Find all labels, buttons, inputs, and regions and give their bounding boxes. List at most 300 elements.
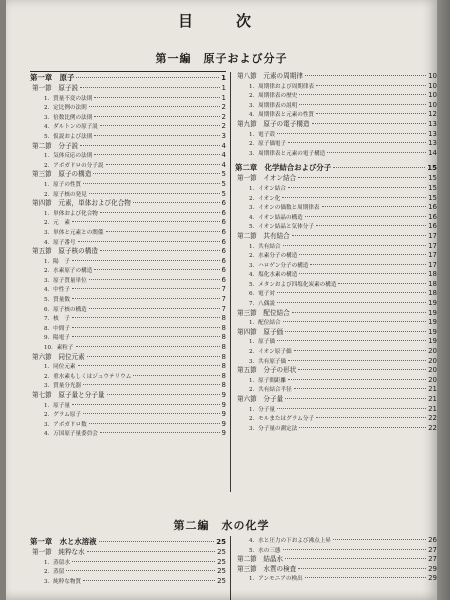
- dot-leader: [76, 346, 220, 347]
- toc-entry-title: 1．原子価: [249, 339, 275, 346]
- toc-page-number: 2: [221, 122, 226, 131]
- dot-leader: [107, 394, 220, 395]
- toc-page-number: 7: [221, 295, 226, 304]
- toc-item: [30, 410, 226, 420]
- dot-leader: [305, 75, 426, 76]
- dot-leader: [87, 551, 215, 552]
- toc-entry-title: 9．陽電子: [44, 335, 70, 342]
- toc-item: [30, 401, 226, 411]
- toc-section: [235, 366, 437, 376]
- toc-entry-title: 1．周期律および周期律表: [249, 83, 315, 90]
- toc-page-number: 10: [428, 100, 437, 109]
- toc-page-number: 4: [221, 151, 226, 160]
- toc-item: [30, 266, 226, 276]
- dot-leader: [292, 312, 426, 313]
- toc-page-number: 1: [221, 93, 226, 102]
- toc-entry-title: 3．ハロゲン分子の構造: [249, 262, 309, 269]
- toc-item: [235, 318, 437, 328]
- toc-page-number: 7: [221, 304, 226, 313]
- toc-page-number: 17: [428, 260, 437, 269]
- dot-leader: [333, 167, 425, 168]
- dot-leader: [87, 356, 220, 357]
- toc-entry-title: 4．イオン結晶の構造: [249, 214, 303, 221]
- toc-item: [235, 385, 437, 395]
- dot-leader: [310, 264, 426, 265]
- dot-leader: [72, 336, 220, 337]
- toc-item: [30, 190, 226, 200]
- dot-leader: [299, 254, 426, 255]
- toc-page-number: 26: [428, 536, 437, 544]
- toc-entry-title: 2．蒸留: [44, 569, 65, 576]
- toc-item: [235, 357, 437, 367]
- toc-item: [235, 376, 437, 386]
- toc-entry-title: 5．メタンおよび四塩化炭素の構造: [249, 281, 337, 288]
- toc-item: [30, 333, 226, 343]
- toc-item: [235, 149, 437, 159]
- toc-page-number: 19: [428, 299, 437, 308]
- dot-leader: [99, 541, 215, 542]
- toc-column-right: [235, 72, 437, 433]
- dot-leader: [80, 145, 219, 146]
- toc-entry-title: 3．イオンの価数と周期律表: [249, 205, 320, 212]
- toc-section: [30, 247, 226, 257]
- toc-page-number: 19: [428, 337, 437, 346]
- page-title: 目 次: [177, 12, 265, 30]
- toc-entry-title: 5．水の三態: [249, 547, 281, 554]
- toc-entry-title: 1．アンモニアの検出: [249, 576, 303, 583]
- toc-entry-title: 第二節 分子説: [32, 141, 79, 150]
- toc-entry-title: 2．水素原子の構造: [44, 268, 93, 275]
- toc-page-number: 16: [428, 222, 437, 231]
- toc-entry-title: 3．分子量の測定法: [249, 425, 298, 432]
- toc-entry-title: 3．原子質量単位: [44, 277, 87, 284]
- toc-entry-title: 3．単体と元素との関係: [44, 229, 104, 236]
- dot-leader: [89, 423, 220, 424]
- toc-item: [30, 372, 226, 382]
- dot-leader: [285, 398, 426, 399]
- toc-page-number: 21: [428, 404, 437, 413]
- toc-page-number: 20: [428, 375, 437, 384]
- toc-item: [30, 362, 226, 372]
- toc-page-number: 15: [427, 164, 437, 173]
- toc-entry-title: 2．イオン化: [249, 195, 281, 202]
- toc-page-number: 13: [428, 129, 437, 138]
- toc-item: [30, 132, 226, 142]
- toc-page-number: 16: [428, 212, 437, 221]
- toc-entry-title: 2．原子核の発見: [44, 191, 87, 198]
- toc-entry-title: 第二節 共有結合: [237, 231, 290, 240]
- toc-page-number: 1: [221, 84, 226, 92]
- toc-page-number: 8: [221, 343, 226, 352]
- dot-leader: [78, 241, 220, 242]
- toc-section: [30, 170, 226, 180]
- toc-entry-title: 第八節 元素の周期律: [237, 72, 303, 80]
- toc-item: [235, 82, 437, 92]
- dot-leader: [283, 549, 427, 550]
- dot-leader: [292, 235, 426, 236]
- toc-entry-title: 3．純粋な物質: [44, 578, 82, 585]
- dot-leader: [80, 87, 219, 88]
- toc-section: [30, 142, 226, 152]
- toc-page-number: 18: [428, 270, 437, 279]
- dot-leader: [299, 104, 426, 105]
- toc-entry-title: 2．周期律表の歴史: [249, 93, 298, 100]
- toc-entry-title: 第二節 結晶水: [237, 555, 284, 564]
- column-divider: [230, 72, 231, 492]
- dot-leader: [277, 340, 426, 341]
- toc-column-left: [30, 72, 226, 439]
- toc-item: [235, 101, 437, 111]
- toc-page-number: 29: [428, 574, 437, 583]
- toc-section: [30, 548, 226, 558]
- toc-page-number: 6: [221, 275, 226, 284]
- toc-section: [30, 353, 226, 363]
- toc-page-number: 4: [221, 160, 226, 169]
- toc-entry-title: 3．倍数比例の法則: [44, 114, 93, 121]
- toc-page-number: 8: [221, 314, 226, 323]
- toc-item: [30, 429, 226, 439]
- toc-page-number: 20: [428, 356, 437, 365]
- toc-entry-title: 6．電子対: [249, 291, 275, 298]
- toc-item: [235, 194, 437, 204]
- toc-page-number: 17: [428, 251, 437, 260]
- toc-page-number: 12: [428, 110, 437, 119]
- dot-leader: [72, 298, 220, 299]
- dot-leader: [106, 164, 220, 165]
- toc-section: [235, 120, 437, 130]
- toc-entry-title: 3．周期律表と元素の電子構造: [249, 150, 326, 157]
- dot-leader: [285, 558, 426, 559]
- toc-item: [235, 213, 437, 223]
- toc-entry-title: 4．水と圧力の下および沸点上昇: [249, 538, 331, 544]
- toc-item: [235, 280, 437, 290]
- toc-column-right-part2: [235, 536, 437, 584]
- toc-entry-title: 5．質量数: [44, 297, 70, 304]
- dot-leader: [133, 375, 219, 376]
- toc-item: [235, 222, 437, 232]
- toc-entry-title: 1．電子殻: [249, 131, 275, 138]
- toc-item: [30, 103, 226, 113]
- dot-leader: [333, 539, 426, 540]
- toc-entry-title: 第六節 同位元素: [32, 352, 85, 361]
- toc-item: [30, 567, 226, 577]
- dot-leader: [285, 331, 426, 332]
- toc-entry-title: 5．仮説および法則: [44, 133, 93, 140]
- toc-page-number: 5: [221, 179, 226, 188]
- dot-leader: [94, 116, 219, 117]
- toc-item: [235, 251, 437, 261]
- toc-entry-title: 1．原子量: [44, 402, 70, 409]
- toc-entry-title: 第一節 イオン結合: [237, 174, 297, 183]
- toc-section: [235, 555, 437, 565]
- toc-page-number: 6: [221, 256, 226, 265]
- toc-item: [30, 94, 226, 104]
- toc-page-number: 25: [217, 567, 226, 576]
- toc-section: [235, 565, 437, 575]
- toc-page-number: 10: [428, 72, 437, 80]
- toc-page-number: 1: [221, 74, 226, 82]
- toc-page-number: 16: [428, 203, 437, 212]
- toc-item: [235, 270, 437, 280]
- toc-item: [30, 276, 226, 286]
- toc-entry-title: 2．共有結合半径: [249, 387, 292, 394]
- dot-leader: [66, 570, 215, 571]
- toc-entry-title: 3．共有原子価: [249, 358, 287, 365]
- dot-leader: [327, 152, 426, 153]
- dot-leader: [94, 135, 219, 136]
- dot-leader: [288, 187, 426, 188]
- toc-page-number: 9: [221, 391, 226, 399]
- dot-leader: [277, 292, 426, 293]
- toc-page-number: 2: [221, 103, 226, 112]
- toc-page-number: 9: [221, 410, 226, 419]
- toc-page-number: 6: [221, 199, 226, 208]
- toc-page-number: 6: [221, 237, 226, 246]
- toc-page-number: 14: [428, 148, 437, 157]
- toc-section: [30, 199, 226, 209]
- toc-page-number: 8: [221, 333, 226, 342]
- dot-leader: [277, 133, 426, 134]
- toc-item: [30, 228, 226, 238]
- toc-page-number: 27: [428, 555, 437, 564]
- dot-leader: [305, 216, 426, 217]
- dot-leader: [89, 279, 220, 280]
- toc-entry-title: 4．周期律表と元素の性質: [249, 112, 315, 119]
- toc-item: [30, 314, 226, 324]
- toc-item: [235, 546, 437, 556]
- toc-page-number: 8: [221, 381, 226, 390]
- toc-item: [30, 558, 226, 568]
- dot-leader: [83, 413, 219, 414]
- toc-entry-title: 第一節 純粋な水: [32, 548, 85, 556]
- toc-entry-title: 4．塩化水素の構造: [249, 272, 298, 279]
- toc-item: [30, 151, 226, 161]
- toc-item: [235, 261, 437, 271]
- toc-entry-title: 第一節 原子説: [32, 84, 79, 92]
- toc-entry-title: 第四節 原子価: [237, 327, 284, 336]
- toc-item: [235, 299, 437, 309]
- toc-entry-title: 1．気体反応の法則: [44, 153, 93, 160]
- toc-chapter: [235, 162, 437, 174]
- dot-leader: [78, 365, 220, 366]
- dot-leader: [94, 154, 219, 155]
- toc-entry-title: 2．イオン原子価: [249, 349, 292, 356]
- part1-heading: 第一編 原子および分子: [155, 52, 288, 65]
- toc-entry-title: 10．素粒子: [44, 345, 74, 352]
- toc-item: [30, 381, 226, 391]
- dot-leader: [83, 183, 219, 184]
- toc-item: [235, 574, 437, 584]
- toc-section: [235, 328, 437, 338]
- toc-entry-title: 1．同位元素: [44, 364, 76, 371]
- book-spine: [437, 0, 450, 600]
- toc-item: [235, 337, 437, 347]
- dot-leader: [298, 177, 426, 178]
- toc-page-number: 17: [428, 231, 437, 240]
- dot-leader: [338, 283, 426, 284]
- toc-page-number: 9: [221, 429, 226, 438]
- dot-leader: [283, 245, 427, 246]
- toc-item: [30, 180, 226, 190]
- toc-page-number: 6: [221, 227, 226, 236]
- dot-leader: [299, 94, 426, 95]
- toc-page-number: 3: [221, 131, 226, 140]
- toc-section: [235, 232, 437, 242]
- toc-section: [235, 309, 437, 319]
- dot-leader: [288, 360, 426, 361]
- toc-item: [30, 113, 226, 123]
- dot-leader: [72, 404, 220, 405]
- toc-item: [235, 91, 437, 101]
- dot-leader: [76, 77, 219, 78]
- toc-entry-title: 4．万国原子量委員会: [44, 431, 98, 438]
- toc-page-number: 8: [221, 352, 226, 361]
- dot-leader: [288, 379, 426, 380]
- dot-leader: [316, 417, 426, 418]
- toc-entry-title: 7．八偶説: [249, 301, 275, 308]
- toc-entry-title: 1．配位結合: [249, 320, 281, 327]
- toc-page-number: 20: [428, 366, 437, 375]
- toc-page-number: 15: [428, 174, 437, 183]
- part2-heading: 第二編 水の化学: [173, 519, 270, 532]
- toc-page-number: 10: [428, 91, 437, 100]
- toc-entry-title: 第三節 配位結合: [237, 308, 290, 317]
- toc-entry-title: 第二章 化学結合および分子: [235, 163, 332, 173]
- dot-leader: [298, 568, 426, 569]
- dot-leader: [100, 250, 220, 251]
- dot-leader: [94, 269, 219, 270]
- toc-page-number: 9: [221, 419, 226, 428]
- toc-page-number: 9: [221, 400, 226, 409]
- toc-item: [30, 295, 226, 305]
- toc-entry-title: 1．共有結合: [249, 243, 281, 250]
- dot-leader: [316, 85, 426, 86]
- dot-leader: [106, 231, 220, 232]
- toc-page-number: 22: [428, 414, 437, 423]
- toc-page-number: 8: [221, 371, 226, 380]
- toc-entry-title: 第七節 原子量と分子量: [32, 391, 105, 399]
- dot-leader: [72, 561, 215, 562]
- toc-entry-title: 1．単体および化合物: [44, 210, 98, 217]
- toc-entry-title: 3．周期律表の説明: [249, 102, 298, 109]
- dot-leader: [133, 202, 220, 203]
- toc-entry-title: 7．核 子: [44, 316, 70, 323]
- toc-page-number: 21: [428, 395, 437, 403]
- toc-section: [235, 72, 437, 82]
- toc-entry-title: 1．蒸留水: [44, 559, 70, 566]
- toc-entry-title: 2．定比例の法則: [44, 105, 87, 112]
- toc-entry-title: 4．ダルトンの原子説: [44, 124, 98, 131]
- book-page: [6, 0, 437, 600]
- toc-entry-title: 4．中性子: [44, 287, 70, 294]
- toc-item: [30, 238, 226, 248]
- toc-page-number: 8: [221, 323, 226, 332]
- toc-entry-title: 1．原子の性質: [44, 181, 82, 188]
- toc-page-number: 5: [221, 189, 226, 198]
- toc-page-number: 6: [221, 208, 226, 217]
- toc-section: [30, 84, 226, 94]
- toc-page-number: 15: [428, 193, 437, 202]
- toc-item: [30, 324, 226, 334]
- toc-item: [30, 257, 226, 267]
- dot-leader: [83, 580, 215, 581]
- dot-leader: [316, 225, 426, 226]
- toc-section: [30, 391, 226, 401]
- toc-item: [30, 343, 226, 353]
- toc-page-number: 6: [221, 247, 226, 256]
- toc-entry-title: 2．水素分子の構造: [249, 253, 298, 260]
- toc-entry-title: 6．原子核の構造: [44, 306, 87, 313]
- dot-leader: [298, 369, 426, 370]
- toc-page-number: 6: [221, 218, 226, 227]
- toc-entry-title: 第六節 分子量: [237, 395, 284, 403]
- dot-leader: [100, 125, 220, 126]
- toc-page-number: 25: [217, 576, 226, 585]
- toc-page-number: 19: [428, 318, 437, 327]
- toc-item: [235, 130, 437, 140]
- toc-page-number: 25: [216, 538, 226, 546]
- toc-item: [30, 285, 226, 295]
- dot-leader: [72, 317, 220, 318]
- toc-entry-title: 3．アボガドロ数: [44, 421, 87, 428]
- dot-leader: [299, 427, 426, 428]
- toc-entry-title: 2．グラム原子: [44, 412, 82, 419]
- toc-page-number: 25: [217, 557, 226, 566]
- dot-leader: [83, 384, 219, 385]
- toc-item: [30, 122, 226, 132]
- dot-leader: [294, 350, 427, 351]
- toc-entry-title: 第三節 水質の検査: [237, 564, 297, 573]
- dot-leader: [305, 577, 426, 578]
- dot-leader: [89, 308, 220, 309]
- dot-leader: [299, 273, 426, 274]
- toc-page-number: 18: [428, 289, 437, 298]
- dot-leader: [72, 260, 220, 261]
- toc-entry-title: 3．質量分光器: [44, 383, 82, 390]
- dot-leader: [100, 432, 220, 433]
- toc-entry-title: 2．重水素もしくはジュウテリウム: [44, 373, 132, 380]
- toc-entry-title: 2．元 素: [44, 220, 70, 227]
- toc-entry-title: 2．アボガドロの分子説: [44, 162, 104, 169]
- toc-item: [30, 209, 226, 219]
- toc-page-number: 17: [428, 241, 437, 250]
- toc-entry-title: 第一章 原子: [30, 73, 75, 82]
- toc-item: [30, 420, 226, 430]
- toc-page-number: 19: [428, 327, 437, 336]
- toc-item: [235, 405, 437, 415]
- dot-leader: [288, 142, 426, 143]
- dot-leader: [316, 113, 426, 114]
- toc-page-number: 4: [221, 141, 226, 150]
- dot-leader: [282, 197, 426, 198]
- toc-item: [235, 536, 437, 546]
- toc-entry-title: 第一章 水と水溶液: [30, 537, 97, 546]
- toc-item: [235, 414, 437, 424]
- dot-leader: [100, 212, 220, 213]
- dot-leader: [277, 408, 426, 409]
- toc-page-number: 25: [217, 548, 226, 556]
- toc-page-number: 13: [428, 119, 437, 128]
- dot-leader: [322, 206, 427, 207]
- toc-entry-title: 1．質量不変の法則: [44, 95, 93, 102]
- toc-entry-title: 4．原子番号: [44, 239, 76, 246]
- toc-entry-title: 1．陽 子: [44, 258, 70, 265]
- toc-item: [235, 139, 437, 149]
- toc-item: [235, 203, 437, 213]
- dot-leader: [277, 302, 426, 303]
- toc-page-number: 6: [221, 266, 226, 275]
- toc-page-number: 10: [428, 81, 437, 90]
